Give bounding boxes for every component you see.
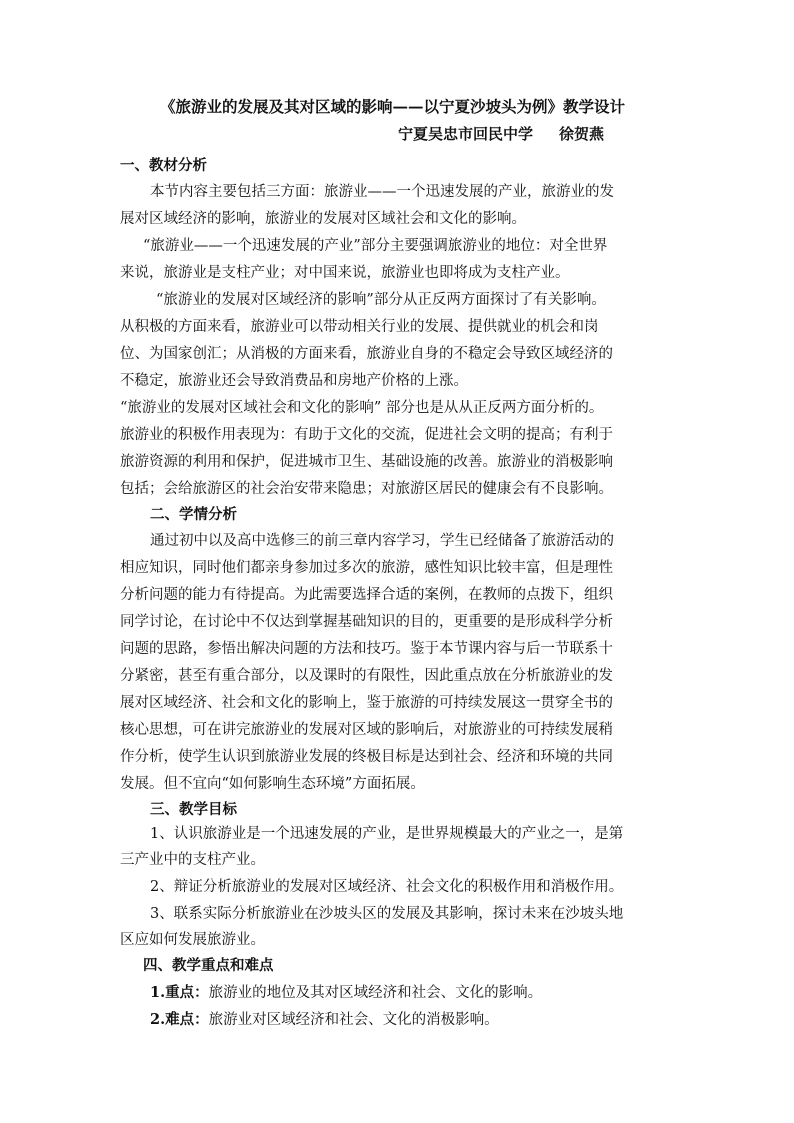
paragraph-line: 通过初中以及高中选修三的前三章内容学习，学生已经储备了旅游活动的 (150, 533, 614, 549)
author-school: 宁夏吴忠市回民中学 (398, 125, 534, 143)
difficulty-line (150, 1010, 499, 1030)
paragraph-line: 问题的思路，参悟出解决问题的方法和技巧。鉴于本节课内容与后一节联系十 (120, 641, 613, 657)
paragraph-line: 展对区域经济的影响，旅游业的发展对区域社会和文化的影响。 (120, 211, 526, 227)
focus-line (150, 983, 542, 1003)
paragraph-line: 位、为国家创汇；从消极的方面来看，旅游业自身的不稳定会导致区域经济的 (120, 346, 613, 362)
paragraph-line: 同学讨论，在讨论中不仅达到掌握基础知识的目的，更重要的是形成科学分析 (120, 614, 613, 630)
paragraph-line: 作分析，使学生认识到旅游业发展的终极目标是达到社会、经济和环境的共同 (120, 749, 613, 765)
difficulty-text: 旅游业对区域经济和社会、文化的消极影响。 (208, 1012, 499, 1028)
section-heading-4: 四、教学重点和难点 (143, 957, 274, 974)
section-heading-1: 一、教材分析 (120, 157, 207, 174)
difficulty-label: 2.难点： (150, 1011, 209, 1028)
paragraph-line: 来说，旅游业是支柱产业；对中国来说，旅游业也即将成为支柱产业。 (120, 265, 570, 281)
author-line (398, 124, 604, 144)
paragraph-line: 分紧密，甚至有重合部分，以及课时的有限性，因此重点放在分析旅游业的发 (120, 668, 613, 684)
paragraph-line: 旅游业的积极作用表现为：有助于文化的交流，促进社会文明的提高；有利于 (120, 427, 613, 443)
focus-text: 旅游业的地位及其对区域经济和社会、文化的影响。 (208, 985, 543, 1001)
author-name: 徐贺燕 (559, 125, 605, 143)
objective-line: 区应如何发展旅游业。 (120, 932, 265, 948)
objective-line: 三产业中的支柱产业。 (120, 852, 265, 868)
objective-line: 3、联系实际分析旅游业在沙坡头区的发展及其影响，探讨未来在沙坡头地 (150, 906, 624, 922)
paragraph-line: 本节内容主要包括三方面：旅游业——一个迅速发展的产业，旅游业的发 (150, 184, 614, 200)
paragraph-line: 核心思想，可在讲完旅游业的发展对区域的影响后，对旅游业的可持续发展稍 (120, 722, 613, 738)
objective-line: 2、辩证分析旅游业的发展对区域经济、社会文化的积极作用和消极作用。 (150, 879, 624, 895)
paragraph-line: 分析问题的能力有待提高。为此需要选择合适的案例，在教师的点拨下，组织 (120, 587, 613, 603)
paragraph-line: 旅游资源的利用和保护，促进城市卫生、基础设施的改善。旅游业的消极影响 (120, 454, 613, 470)
paragraph-line: 不稳定，旅游业还会导致消费品和房地产价格的上涨。 (120, 373, 468, 389)
paragraph-line: 展对区域经济、社会和文化的影响上，鉴于旅游的可持续发展这一贯穿全书的 (120, 695, 613, 711)
paragraph-line: “旅游业——一个迅速发展的产业”部分主要强调旅游业的地位：对全世界 (143, 238, 608, 254)
paragraph-line: 从积极的方面来看，旅游业可以带动相关行业的发展、提供就业的机会和岗 (120, 319, 599, 335)
section-heading-3: 三、教学目标 (150, 801, 237, 818)
paragraph-line: “旅游业的发展对区域经济的影响”部分从正反两方面探讨了有关影响。 (156, 292, 606, 308)
objective-line: 1、认识旅游业是一个迅速发展的产业，是世界规模最大的产业之一，是第 (150, 826, 624, 842)
paragraph-line: 发展。但不宜向“如何影响生态环境”方面拓展。 (120, 776, 425, 792)
paragraph-line: “旅游业的发展对区域社会和文化的影响” 部分也是从从正反两方面分析的。 (120, 400, 604, 416)
document-title: 《旅游业的发展及其对区域的影响——以宁夏沙坡头为例》教学设计 (160, 97, 626, 116)
paragraph-line: 相应知识，同时他们都亲身参加过多次的旅游，感性知识比较丰富，但是理性 (120, 560, 613, 576)
paragraph-line: 包括；会给旅游区的社会治安带来隐患；对旅游区居民的健康会有不良影响。 (120, 481, 613, 497)
section-heading-2: 二、学情分析 (150, 506, 237, 523)
focus-label: 1.重点： (150, 984, 209, 1001)
